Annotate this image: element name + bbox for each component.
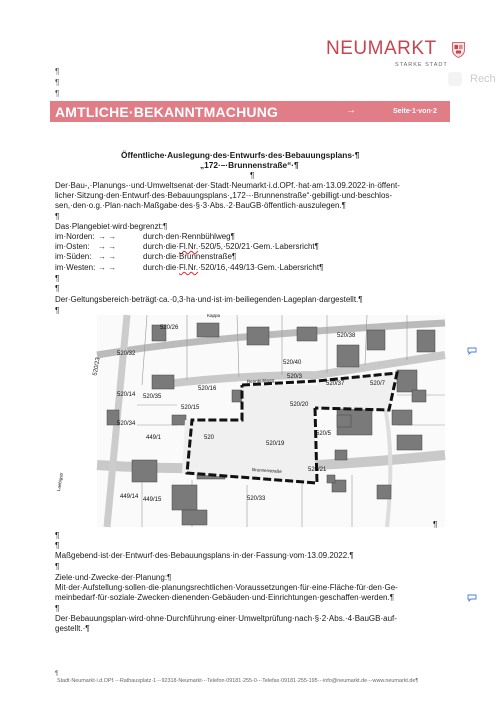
pilcrow: ¶	[55, 274, 60, 283]
neumarkt-logo-subtitle: STARKE STADT	[395, 62, 448, 68]
tab-arrows: → →	[98, 252, 117, 261]
side-pane-icon[interactable]	[448, 72, 462, 86]
boundary-west-text	[143, 263, 323, 273]
goals-text: meinbedarf·für·soziale·Zwecken·dienenden·Gebäuden·und·Einrichtungen·geschaffen·werden.¶	[55, 593, 395, 602]
boundary-east-text	[143, 242, 319, 252]
boundary-south-label: im·Süden:	[55, 252, 92, 261]
boundary-west-rest: ·520/16,·449/13·Gem.·Labersricht¶	[198, 263, 324, 272]
pilcrow: ¶	[55, 671, 59, 677]
boundary-west-prefix: durch·die·	[143, 263, 180, 272]
street-label: Brunnenstraße	[251, 467, 282, 475]
environment-text: gestellt.·¶	[55, 624, 90, 633]
parcel-label: 520/37	[326, 381, 345, 387]
parcel-label: 449/15	[143, 497, 162, 503]
footer-contact: Stadt·Neumarkt·i.d.OPf.·-·Rathausplatz·1·-·92318·Neumarkt·-·Telefon·09181·255-0·-·Telefax·09181·255-195·-·info@neumarkt.de·-·www.neumarkt.de¶	[57, 678, 419, 684]
pilcrow: ¶	[55, 284, 60, 293]
city-crest-icon	[452, 42, 465, 58]
boundary-south-text: durch·die·Brunnenstraße¶	[143, 252, 237, 261]
boundary-north-label: im·Norden:	[55, 232, 95, 241]
side-pane-ghost-text: Rech	[470, 73, 496, 85]
parcel-label: 520/20	[290, 402, 309, 408]
tab-arrows: → →	[98, 263, 117, 272]
tab-arrows: → →	[98, 242, 117, 251]
street-label: Rennbühlweg	[246, 377, 275, 384]
parcel-label: 520/14	[117, 392, 136, 398]
parcel-label: 520/35	[143, 394, 162, 400]
neumarkt-logo-text: NEUMARKT	[326, 38, 437, 59]
pilcrow: ¶	[250, 171, 255, 180]
comment-icon[interactable]	[467, 594, 477, 602]
document-heading-line1: Öffentliche·Auslegung·des·Entwurfs·des·Bebauungsplans·¶	[121, 150, 360, 160]
boundary-west-label: im·Westen:	[55, 263, 96, 272]
parcel-label: 520/15	[181, 405, 200, 411]
tab-arrow: →	[346, 105, 356, 116]
pilcrow: ¶	[55, 78, 60, 87]
parcel-label: 520/34	[117, 421, 136, 427]
spelling-flag[interactable]: Fl.Nr.	[179, 242, 199, 251]
pilcrow: ¶	[55, 562, 60, 571]
parcel-label: 520/33	[247, 496, 266, 502]
pilcrow: ¶	[55, 541, 60, 550]
banner-title: AMTLICHE·BEKANNTMACHUNG	[55, 104, 279, 120]
area-statement: Der·Geltungsbereich·beträgt·ca.·0,3·ha·und·ist·im·beiliegenden·Lageplan·dargestellt.¶	[55, 295, 363, 304]
comment-icon[interactable]	[467, 347, 477, 355]
parcel-label: 520/32	[117, 351, 136, 357]
parcel-label: 520/26	[160, 325, 179, 331]
parcel-label: 520/16	[198, 386, 217, 392]
site-plan-map	[55, 313, 445, 527]
street-label: Laebigstr	[55, 472, 65, 492]
intro-line: Der·Bau-,·Planungs-·und·Umweltsenat·der·Stadt·Neumarkt·i.d.OPf.·hat·am·13.09.2022·in·öffent-	[55, 181, 400, 190]
goals-text: Mit·der·Aufstellung·sollen·die·planungsrechtlichen·Voraussetzungen·für·eine·Fläche·für·den·Ge-	[55, 583, 398, 592]
pilcrow: ¶	[55, 89, 60, 98]
goals-heading: Ziele·und·Zwecke·der·Planung:¶	[55, 573, 172, 582]
parcel-label: 520/40	[283, 360, 302, 366]
pilcrow: ¶	[55, 67, 60, 76]
environment-text: Der·Bebauungsplan·wird·ohne·Durchführung·einer·Umweltprüfung·nach·§·2·Abs.·4·BauGB·auf-	[55, 614, 397, 623]
parcel-label: 520/23	[92, 357, 102, 377]
parcel-label: 520/5	[316, 431, 332, 437]
tab-arrows: → →	[98, 232, 117, 241]
parcel-label: 449/14	[120, 494, 139, 500]
decisive-statement: Maßgebend·ist·der·Entwurf·des·Bebauungsplans·in·der·Fassung·vom·13.09.2022.¶	[55, 551, 354, 560]
document-heading-line2: „172·–·Brunnenstraße“·¶	[200, 160, 299, 170]
pilcrow: ¶	[55, 604, 60, 613]
intro-line: sen,·den·o.g.·Plan·nach·Maßgabe·des·§·3·Abs.·2·BauGB·öffentlich·auszulegen.¶	[55, 201, 346, 210]
parcel-label: 449/1	[146, 435, 162, 441]
boundary-east-label: im·Osten:	[55, 242, 90, 251]
pilcrow: ¶	[55, 212, 60, 221]
pilcrow: ¶	[55, 531, 60, 540]
boundary-north-text: durch·den·Rennbühlweg¶	[143, 232, 235, 241]
boundary-east-rest: ·520/5,·520/21·Gem.·Labersricht¶	[198, 242, 319, 251]
parcel-label: 520/21	[308, 467, 327, 473]
spelling-flag[interactable]: Fl.Nr.	[179, 263, 199, 272]
parcel-label: 520	[204, 435, 215, 441]
pilcrow: ¶	[55, 306, 60, 315]
pilcrow: ¶	[433, 520, 438, 529]
page-number-label: Seite·1·von·2	[393, 108, 437, 115]
boundary-intro: Das·Plangebiet·wird·begrenzt:¶	[55, 222, 168, 231]
parcel-label: 520/19	[266, 441, 285, 447]
parcel-label: 520/38	[337, 333, 356, 339]
intro-line: licher·Sitzung·den·Entwurf·des·Bebauungsplans·„172·-·Brunnenstraße“·gebilligt·und·beschlos-	[55, 191, 393, 200]
street-label: Kappa	[207, 313, 221, 318]
boundary-east-prefix: durch·die·	[143, 242, 180, 251]
parcel-label: 520/7	[370, 381, 386, 387]
parcel-label: 520/3	[287, 374, 303, 380]
